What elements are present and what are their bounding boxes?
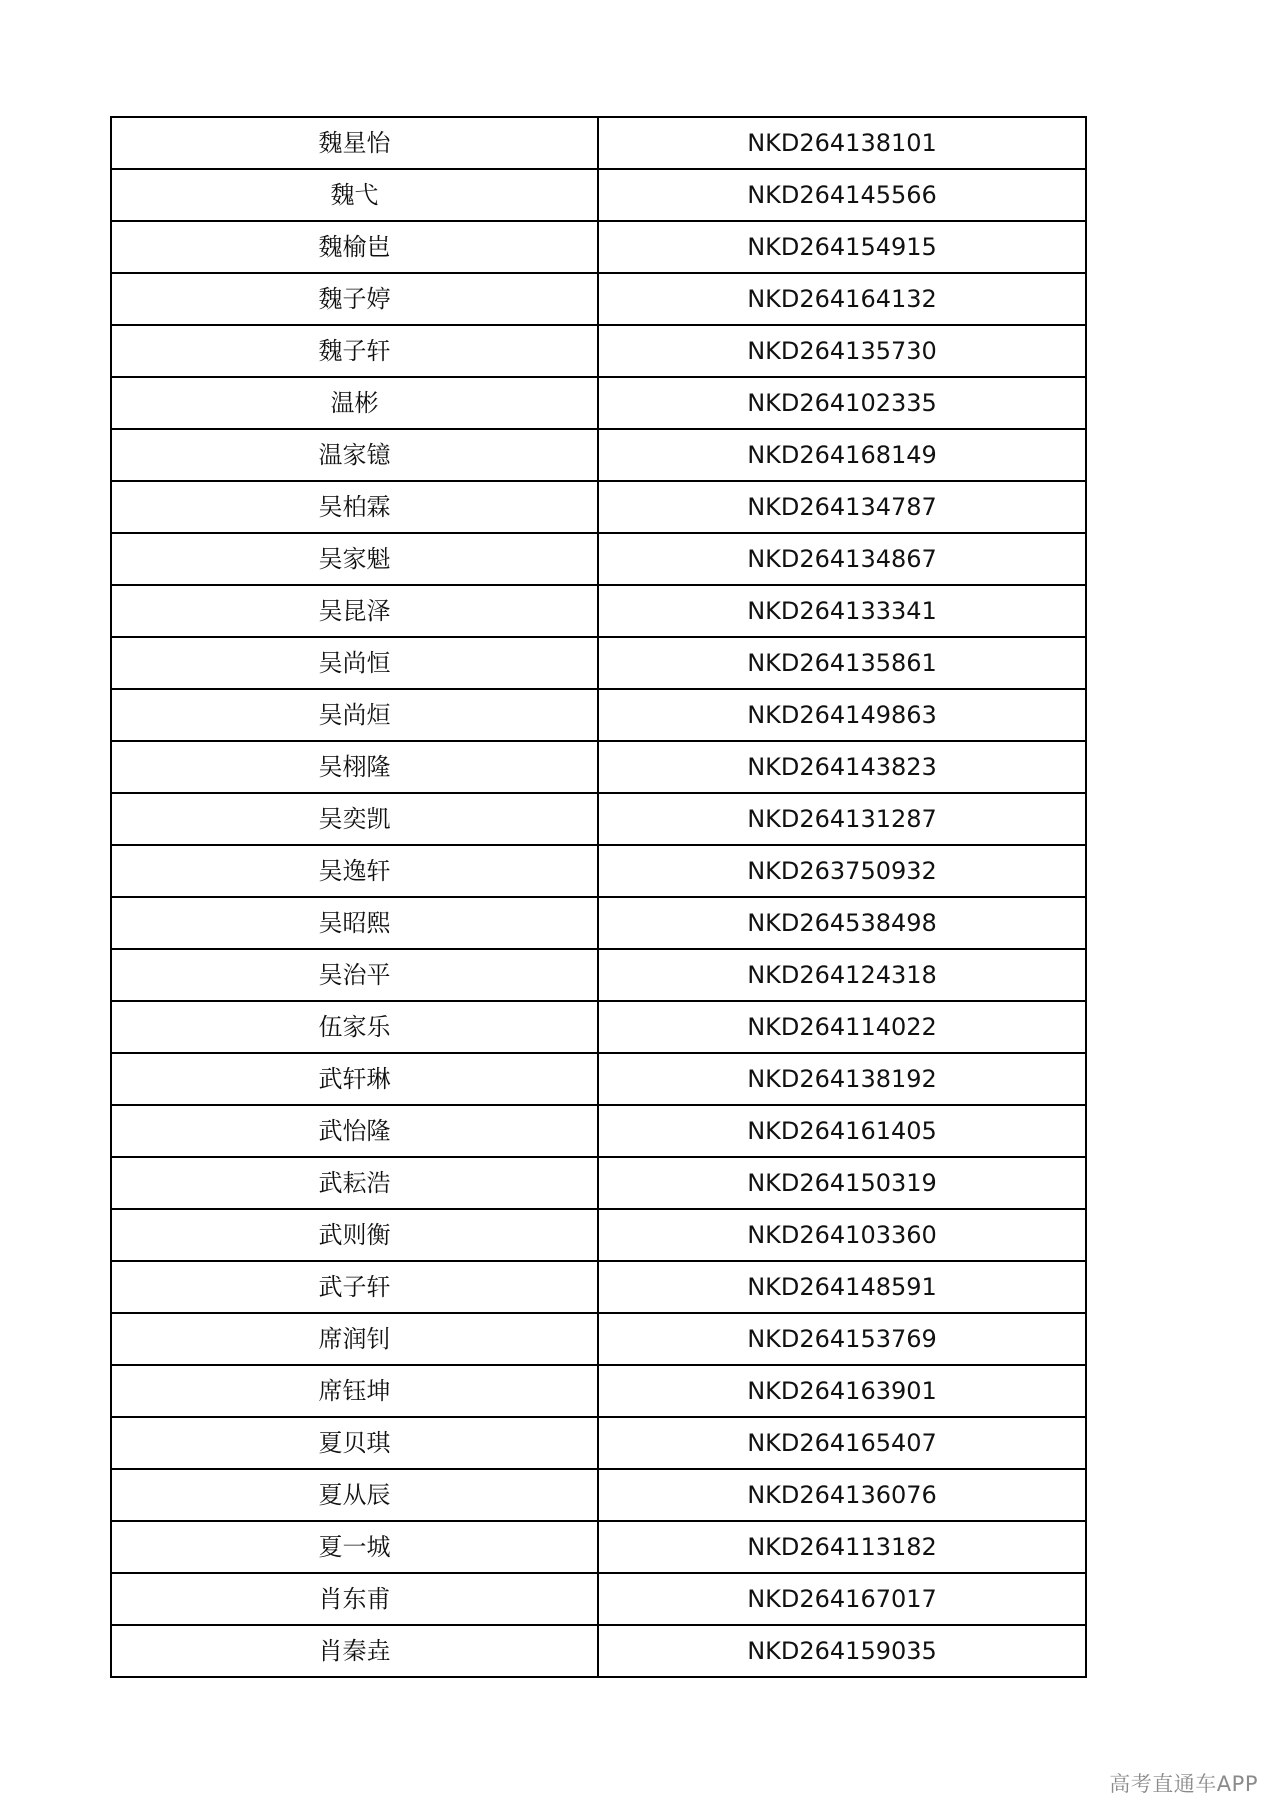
table-row [111,1261,1086,1313]
id-cell: NKD264150319 [598,1157,1086,1209]
id-cell: NKD264124318 [598,949,1086,1001]
table-row [111,1209,1086,1261]
id-cell: NKD264168149 [598,429,1086,481]
name-cell: 魏子婷 [111,273,598,325]
name-cell: 温彬 [111,377,598,429]
id-cell: NKD264135861 [598,637,1086,689]
name-cell: 吴栩隆 [111,741,598,793]
name-cell: 吴奕凯 [111,793,598,845]
name-cell: 武怡隆 [111,1105,598,1157]
table-row [111,1157,1086,1209]
table-row [111,377,1086,429]
name-cell: 夏一城 [111,1521,598,1573]
table-row [111,1417,1086,1469]
id-cell: NKD264538498 [598,897,1086,949]
table-row [111,1573,1086,1625]
table-row [111,1313,1086,1365]
table-row [111,741,1086,793]
id-cell: NKD264167017 [598,1573,1086,1625]
table-row [111,169,1086,221]
table-row [111,481,1086,533]
table-row [111,845,1086,897]
id-cell: NKD264161405 [598,1105,1086,1157]
name-cell: 吴治平 [111,949,598,1001]
name-cell: 武则衡 [111,1209,598,1261]
id-cell: NKD264148591 [598,1261,1086,1313]
name-cell: 武轩琳 [111,1053,598,1105]
name-cell: 席钰坤 [111,1365,598,1417]
id-cell: NKD264103360 [598,1209,1086,1261]
name-cell: 席润钊 [111,1313,598,1365]
name-cell: 魏星怡 [111,117,598,169]
id-cell: NKD264149863 [598,689,1086,741]
name-cell: 夏贝琪 [111,1417,598,1469]
name-cell: 魏榆岜 [111,221,598,273]
watermark: 高考直通车APP [1109,1772,1258,1796]
id-cell: NKD264159035 [598,1625,1086,1677]
id-cell: NKD264164132 [598,273,1086,325]
id-cell: NKD264134867 [598,533,1086,585]
table-row [111,1521,1086,1573]
name-cell: 吴逸轩 [111,845,598,897]
name-cell: 伍家乐 [111,1001,598,1053]
name-cell: 吴昭熙 [111,897,598,949]
table-row [111,429,1086,481]
roster-table [110,116,1087,1678]
name-cell: 武子轩 [111,1261,598,1313]
table-row [111,325,1086,377]
name-cell: 肖东甫 [111,1573,598,1625]
table-row [111,793,1086,845]
id-cell: NKD264153769 [598,1313,1086,1365]
table-row [111,1625,1086,1677]
id-cell: NKD263750932 [598,845,1086,897]
id-cell: NKD264154915 [598,221,1086,273]
table-row [111,897,1086,949]
table-row [111,117,1086,169]
id-cell: NKD264114022 [598,1001,1086,1053]
id-cell: NKD264138192 [598,1053,1086,1105]
id-cell: NKD264138101 [598,117,1086,169]
id-cell: NKD264145566 [598,169,1086,221]
table-row [111,1469,1086,1521]
table-row [111,533,1086,585]
name-cell: 魏子轩 [111,325,598,377]
id-cell: NKD264136076 [598,1469,1086,1521]
name-cell: 魏弋 [111,169,598,221]
name-cell: 温家镱 [111,429,598,481]
table-row [111,1001,1086,1053]
id-cell: NKD264102335 [598,377,1086,429]
name-cell: 吴昆泽 [111,585,598,637]
name-cell: 吴柏霖 [111,481,598,533]
table-row [111,949,1086,1001]
id-cell: NKD264134787 [598,481,1086,533]
name-cell: 肖秦垚 [111,1625,598,1677]
id-cell: NKD264163901 [598,1365,1086,1417]
table-row [111,221,1086,273]
table-row [111,1105,1086,1157]
id-cell: NKD264135730 [598,325,1086,377]
roster-table-body [111,117,1086,1677]
name-cell: 吴家魁 [111,533,598,585]
id-cell: NKD264113182 [598,1521,1086,1573]
name-cell: 吴尚烜 [111,689,598,741]
id-cell: NKD264165407 [598,1417,1086,1469]
id-cell: NKD264143823 [598,741,1086,793]
table-row [111,637,1086,689]
table-row [111,585,1086,637]
id-cell: NKD264133341 [598,585,1086,637]
id-cell: NKD264131287 [598,793,1086,845]
name-cell: 吴尚恒 [111,637,598,689]
name-cell: 夏从辰 [111,1469,598,1521]
table-row [111,1365,1086,1417]
table-row [111,689,1086,741]
table-row [111,273,1086,325]
table-row [111,1053,1086,1105]
name-cell: 武耘浩 [111,1157,598,1209]
